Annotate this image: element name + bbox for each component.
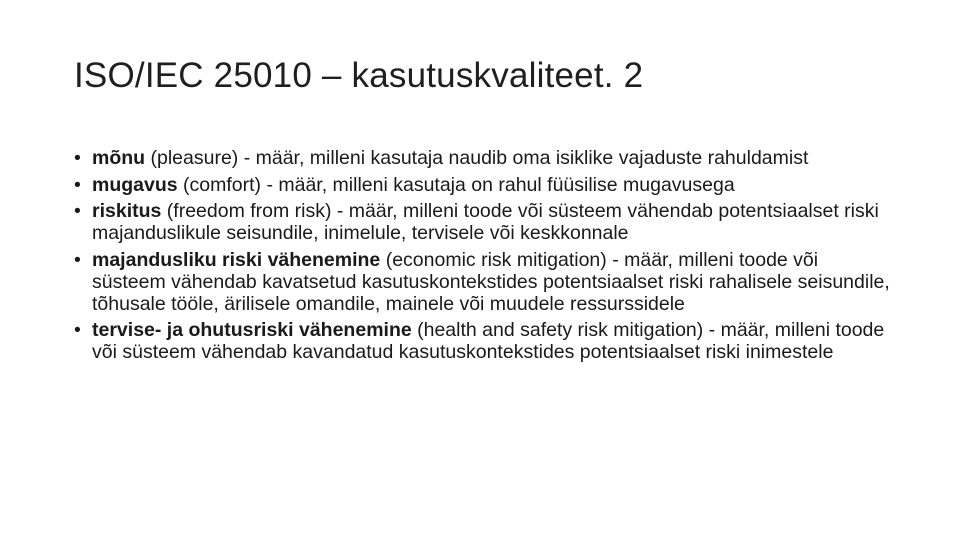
bullet-item-economic-risk: [74, 249, 894, 315]
bullet-term: majandusliku riski vähenemine: [92, 248, 381, 271]
bullet-marker: •: [74, 173, 81, 196]
bullet-term: mõnu: [92, 147, 146, 169]
bullet-item-health-safety-risk: [74, 319, 894, 363]
bullet-description: (health and safety risk mitigation) - määr, milleni toode või süsteem vähendab kavandatud kasutuskontekstides potentsiaalset riski inimestele: [92, 319, 885, 363]
bullet-description: (comfort) - määr, milleni kasutaja on rahul füüsilise mugavusega: [177, 173, 735, 196]
bullet-list: [74, 147, 894, 368]
bullet-marker: •: [74, 319, 81, 341]
bullet-marker: •: [74, 200, 81, 222]
bullet-marker: •: [74, 248, 81, 271]
bullet-description: (pleasure) - määr, milleni kasutaja naudib oma isiklike vajaduste rahuldamist: [145, 147, 809, 169]
bullet-marker: •: [74, 147, 81, 169]
bullet-description: (freedom from risk) - määr, milleni toode või süsteem vähendab potentsiaalset riski majanduslikule seisundile, inimelule, tervisele või keskkonnale: [92, 200, 879, 244]
bullet-term: tervise- ja ohutusriski vähenemine: [92, 319, 412, 341]
bullet-item-freedom-from-risk: [74, 200, 894, 244]
bullet-term: riskitus: [92, 200, 162, 222]
bullet-item-pleasure: [74, 147, 894, 169]
bullet-description: (economic risk mitigation) - määr, milleni toode või süsteem vähendab kavatsetud kasutuskontekstides potentsiaalset riski rahalisele seisundile, tõhusale tööle, ärilisele omandile, mainele või muudele ressurssidele: [92, 248, 890, 315]
bullet-item-comfort: [74, 174, 894, 196]
bullet-term: mugavus: [92, 173, 178, 196]
slide-title: ISO/IEC 25010 – kasutuskvaliteet. 2: [74, 56, 644, 95]
